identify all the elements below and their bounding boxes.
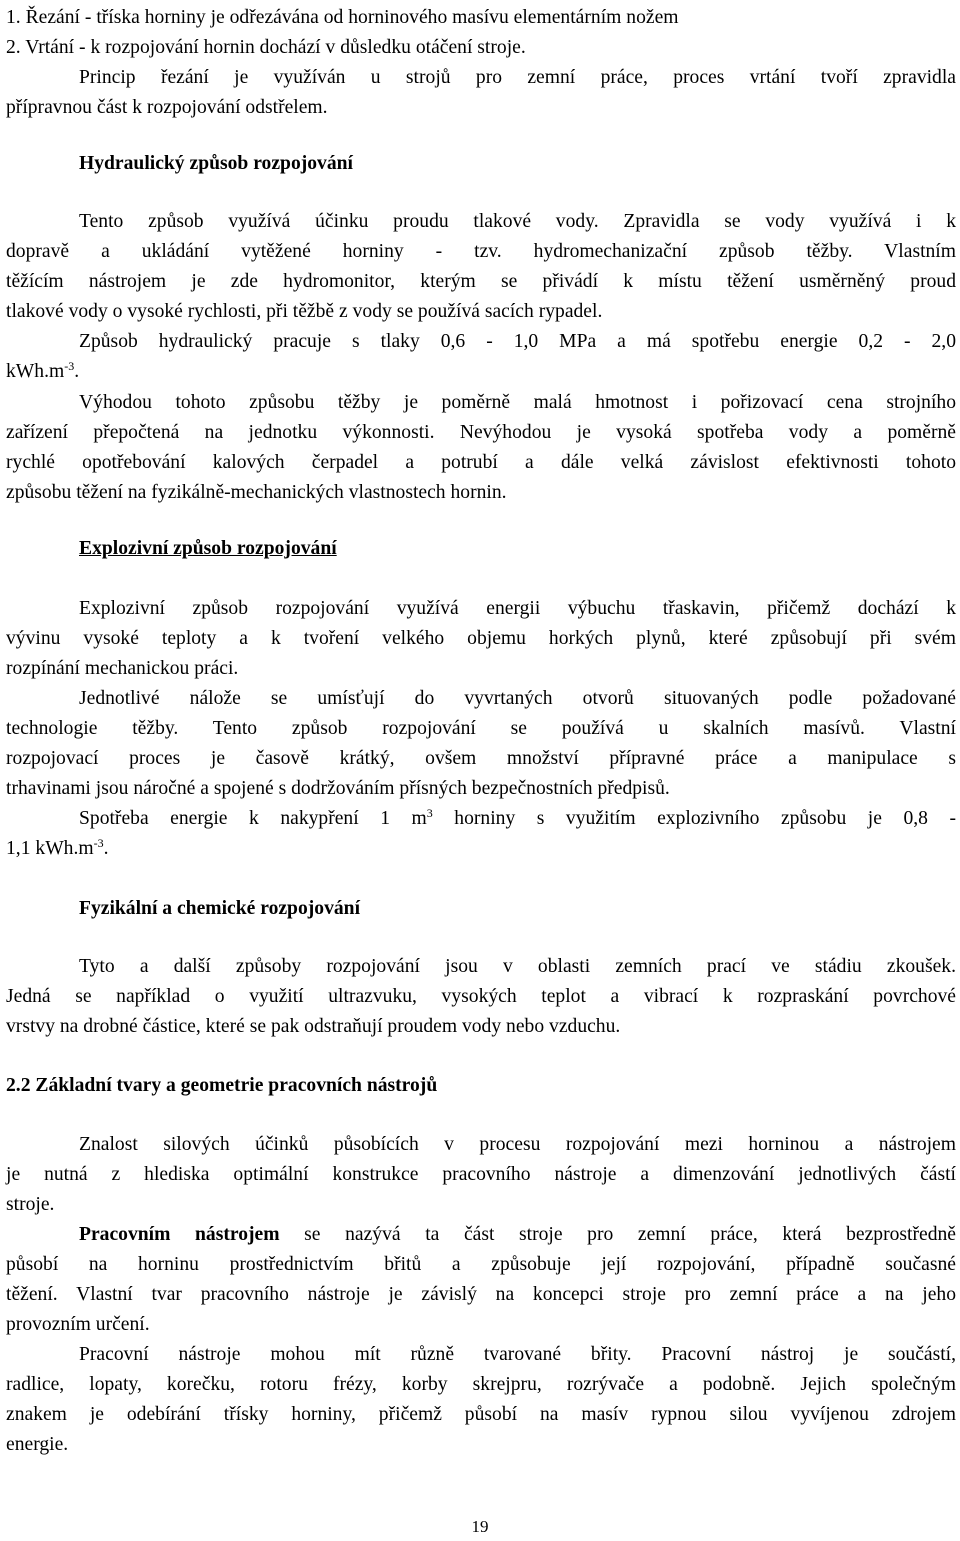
definition-text: se nazývá ta část stroje pro zemní práce, která bezprostředně [279,1224,956,1245]
exponent: -3 [93,836,104,850]
paragraph-line [6,360,79,384]
paragraph-line [79,807,956,831]
paragraph-line: Princip řezání je využíván u strojů pro zemní práce, proces vrtání tvoří zpravidla [79,67,956,88]
paragraph-line: Tento způsob využívá účinku proudu tlakové vody. Zpravidla se vody využívá i k [79,211,956,232]
paragraph-line: provozním určení. [6,1314,150,1335]
paragraph-line: Pracovní nástroje mohou mít různě tvarované břity. Pracovní nástroj je součástí, [79,1344,956,1365]
paragraph-line: Jednotlivé nálože se umísťují do vyvrtaných otvorů situovaných podle požadované [79,688,956,709]
paragraph-line: vrstvy na drobné částice, které se pak odstraňují proudem vody nebo vzduchu. [6,1016,621,1037]
paragraph-line [79,1223,956,1247]
heading-physical: Fyzikální a chemické rozpojování [79,898,361,919]
paragraph-line: energie. [6,1434,69,1455]
paragraph-line: Tyto a další způsoby rozpojování jsou v oblasti zemních prací ve stádiu zkoušek. [79,956,956,977]
paragraph-line: Znalost silových účinků působících v procesu rozpojování mezi horninou a nástrojem [79,1134,956,1155]
paragraph-line [6,837,109,861]
paragraph-line: Jedná se například o využití ultrazvuku, vysokých teplot a vibrací k rozpraskání povrchové [6,986,956,1007]
paragraph-line: rychlé opotřebování kalových čerpadel a potrubí a dále velká závislost efektivnosti tohoto [6,452,956,473]
exponent: 3 [426,806,433,820]
paragraph-line: rozpojovací proces je časově krátký, ovšem množství přípravné práce a manipulace s [6,748,956,769]
spotreba-text-end: horniny s využitím explozivního způsobu je 0,8 - [432,808,956,829]
paragraph-line: trhavinami jsou náročné a spojené s dodržováním přísných bezpečnostních předpisů. [6,778,670,799]
paragraph-line: radlice, lopaty, korečku, rotoru frézy, korby skrejpru, rozrývače a podobně. Jejich společným [6,1374,956,1395]
paragraph-line: technologie těžby. Tento způsob rozpojování se používá u skalních masívů. Vlastní [6,718,956,739]
bold-term: Pracovním nástrojem [79,1224,280,1245]
paragraph-line: stroje. [6,1194,55,1215]
paragraph-line: přípravnou část k rozpojování odstřelem. [6,97,328,118]
paragraph-line: Explozivní způsob rozpojování využívá energii výbuchu třaskavin, přičemž dochází k [79,598,956,619]
paragraph-line: je nutná z hlediska optimální konstrukce pracovního nástroje a dimenzování jednotlivých částí [6,1164,956,1185]
paragraph-line: působí na horninu prostřednictvím břitů a způsobuje její rozpojování, případně současné [6,1254,956,1275]
unit-tail: . [103,838,109,859]
paragraph-line: rozpínání mechanickou práci. [6,658,239,679]
paragraph-line: těžení. Vlastní tvar pracovního nástroje je závislý na koncepci stroje pro zemní práce a na jeho [6,1284,956,1305]
paragraph-line: zařízení přepočtená na jednotku výkonnosti. Nevýhodou je vysoká spotřeba vody a poměrně [6,422,956,443]
heading-hydraulic: Hydraulický způsob rozpojování [79,153,353,174]
paragraph-line: těžícím nástrojem je zde hydromonitor, kterým se přivádí k místu těžení usměrněný proud [6,271,956,292]
heading-explosive: Explozivní způsob rozpojování [79,538,337,559]
spotreba-text: Spotřeba energie k nakypření 1 m [79,808,427,829]
unit-tail: . [74,361,80,382]
paragraph-line: 2. Vrtání - k rozpojování hornin dochází v důsledku otáčení stroje. [6,37,526,58]
paragraph-line: způsobu těžení na fyzikálně-mechanických vlastnostech hornin. [6,482,507,503]
paragraph-line: znakem je odebírání třísky horniny, přičemž působí na masív rypnou silou vyvíjenou zdrojem [6,1404,956,1425]
paragraph-line: Výhodou tohoto způsobu těžby je poměrně malá hmotnost i pořizovací cena strojního [79,392,956,413]
paragraph-line: dopravě a ukládání vytěžené horniny - tzv. hydromechanizační způsob těžby. Vlastním [6,241,956,262]
page-number: 19 [471,1517,489,1536]
spotreba-value: 1,1 kWh.m [6,838,94,859]
section-heading-2-2: 2.2 Základní tvary a geometrie pracovních nástrojů [6,1075,438,1096]
unit-text: kWh.m [6,361,65,382]
paragraph-line: vývinu vysoké teploty a k tvoření velkého objemu horkých plynů, které způsobují při svém [6,628,956,649]
exponent: -3 [64,359,75,373]
paragraph-line: tlakové vody o vysoké rychlosti, při těžbě z vody se používá sacích rypadel. [6,301,603,322]
paragraph-line: Způsob hydraulický pracuje s tlaky 0,6 - 1,0 MPa a má spotřebu energie 0,2 - 2,0 [79,331,956,352]
paragraph-line: 1. Řezání - tříska horniny je odřezávána od horninového masívu elementárním nožem [6,7,679,28]
